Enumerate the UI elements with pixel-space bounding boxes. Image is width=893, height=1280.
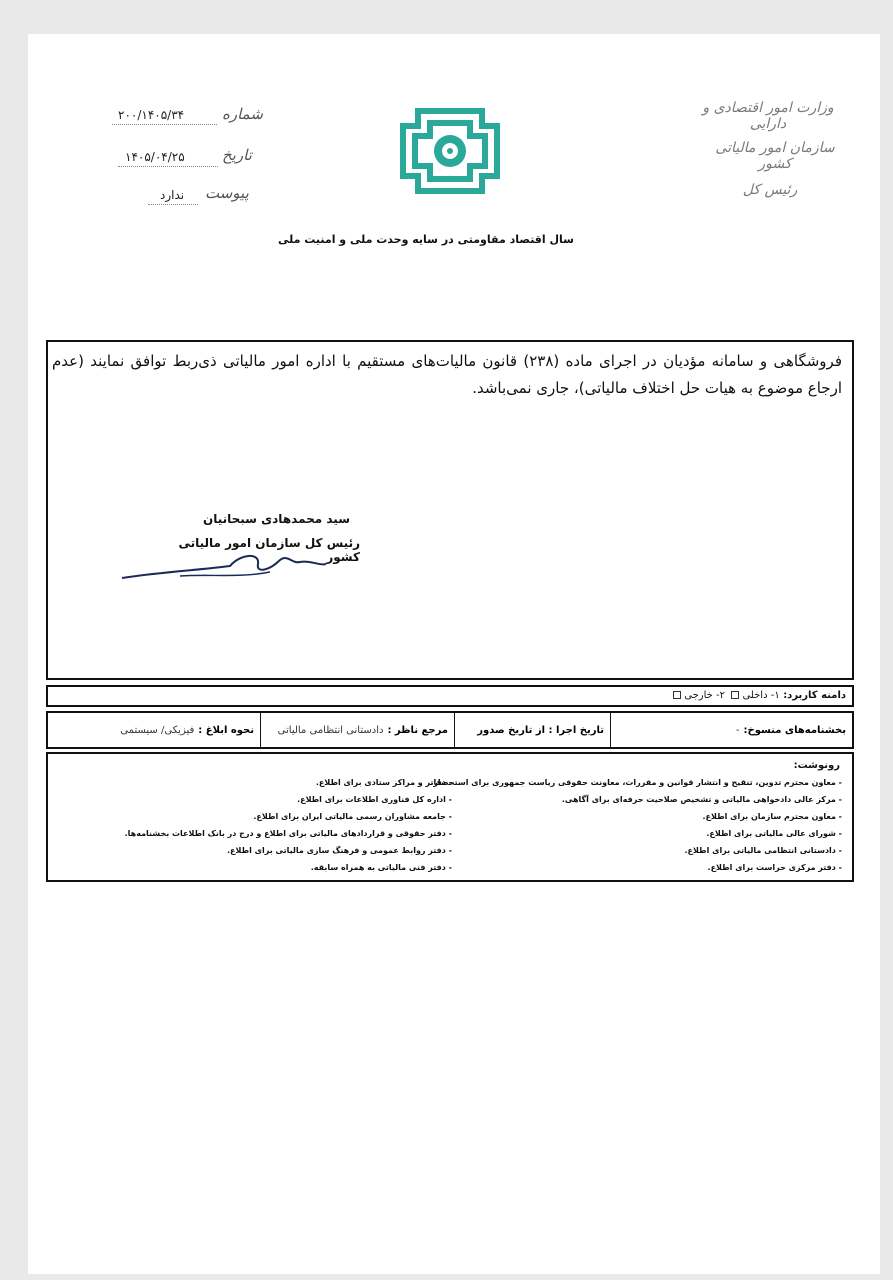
- copies-right-list: [430, 774, 842, 876]
- tax-organization-logo-icon: [398, 106, 502, 196]
- number-label: شماره: [222, 105, 263, 123]
- year-slogan: سال اقتصاد مقاومتی در سایه وحدت ملی و امنیت ملی: [278, 233, 574, 246]
- handwritten-signature: [120, 548, 330, 588]
- divider: [118, 166, 218, 167]
- list-item: - شورای عالی مالیاتی برای اطلاع.: [706, 829, 842, 838]
- attachment-label: پیوست: [205, 184, 249, 202]
- repealed-directives-cell: [610, 713, 852, 747]
- signatory-title: رئیس کل سازمان امور مالیاتی کشور: [178, 536, 360, 564]
- letter-number: ۲۰۰/۱۴۰۵/۳۴: [118, 108, 185, 122]
- copies-title: رونوشت:: [793, 760, 840, 771]
- letter-date: ۱۴۰۵/۰۴/۲۵: [125, 150, 185, 164]
- execution-date-cell: [454, 713, 610, 747]
- checkbox-external: [673, 691, 681, 699]
- list-item: - دفتر حقوقی و قراردادهای مالیاتی برای اطلاع و درج در بانک اطلاعات بخشنامه‌ها.: [124, 829, 452, 838]
- list-item: - اداره کل فناوری اطلاعات برای اطلاع.: [297, 795, 452, 804]
- head-line: رئیس کل: [742, 182, 798, 198]
- execution-date-label: تاریخ اجرا : از تاریخ صدور: [477, 724, 604, 736]
- list-item: - دفتر فنی مالیاتی به همراه سابقه.: [310, 863, 452, 872]
- list-item: - جامعه مشاوران رسمی مالیاتی ایران برای اطلاع.: [253, 812, 452, 821]
- organization-line: سازمان امور مالیاتی کشور: [715, 140, 835, 172]
- divider: [148, 204, 198, 205]
- notification-method-cell: [48, 713, 260, 747]
- usage-scope: [670, 690, 846, 701]
- usage-scope-label: دامنه کاربرد:: [783, 690, 846, 701]
- supervisory-reference-cell: [260, 713, 454, 747]
- list-item: - دفتر روابط عمومی و فرهنگ سازی مالیاتی برای اطلاع.: [227, 846, 452, 855]
- letter-body-box: [46, 340, 854, 680]
- notification-label: نحوه ابلاغ :: [198, 724, 254, 736]
- signatory-name: سید محمدهادی سبحانیان: [202, 512, 350, 526]
- list-item: - دادستانی انتظامی مالیاتی برای اطلاع.: [684, 846, 842, 855]
- list-item: - معاون محترم تدوین، تنقیح و انتشار قوانین و مقررات، معاونت حقوقی ریاست جمهوری برای استحضار.: [430, 778, 842, 787]
- usage-option-internal: ۱- داخلی: [742, 690, 780, 701]
- list-item: - دفتر مرکزی حراست برای اطلاع.: [707, 863, 842, 872]
- copies-section: [46, 752, 854, 882]
- repealed-value: -: [735, 724, 740, 736]
- checkbox-internal: [731, 691, 739, 699]
- copies-left-list: [52, 774, 452, 876]
- supervisory-label: مرجع ناظر :: [387, 724, 448, 736]
- divider: [112, 124, 217, 125]
- usage-scope-row: [46, 685, 854, 707]
- list-item: - دفاتر و مراکز ستادی برای اطلاع.: [315, 778, 452, 787]
- usage-option-external: ۲- خارجی: [684, 690, 725, 701]
- notification-value: فیزیکی/ سیستمی: [120, 724, 195, 736]
- list-item: - معاون محترم سازمان برای اطلاع.: [702, 812, 842, 821]
- date-label: تاریخ: [222, 146, 252, 164]
- supervisory-value: دادستانی انتظامی مالیاتی: [277, 724, 384, 736]
- letter-body-text: فروشگاهی و سامانه مؤدیان در اجرای ماده (۲۳۸) قانون مالیات‌های مستقیم با اداره امور مالیاتی ذی‌ربط توافق نمایند (عدم ارجاع موضوع به هیات حل اختلاف مالیاتی)، جاری نمی‌باشد.: [52, 352, 842, 397]
- list-item: - مرکز عالی دادخواهی مالیاتی و تشخیص صلاحیت حرفه‌ای برای آگاهی.: [561, 795, 842, 804]
- directive-meta-row: [46, 711, 854, 749]
- repealed-label: بخشنامه‌های منسوخ:: [743, 724, 846, 736]
- attachment-value: ندارد: [160, 188, 185, 202]
- ministry-line: وزارت امور اقتصادی و دارایی: [702, 100, 834, 132]
